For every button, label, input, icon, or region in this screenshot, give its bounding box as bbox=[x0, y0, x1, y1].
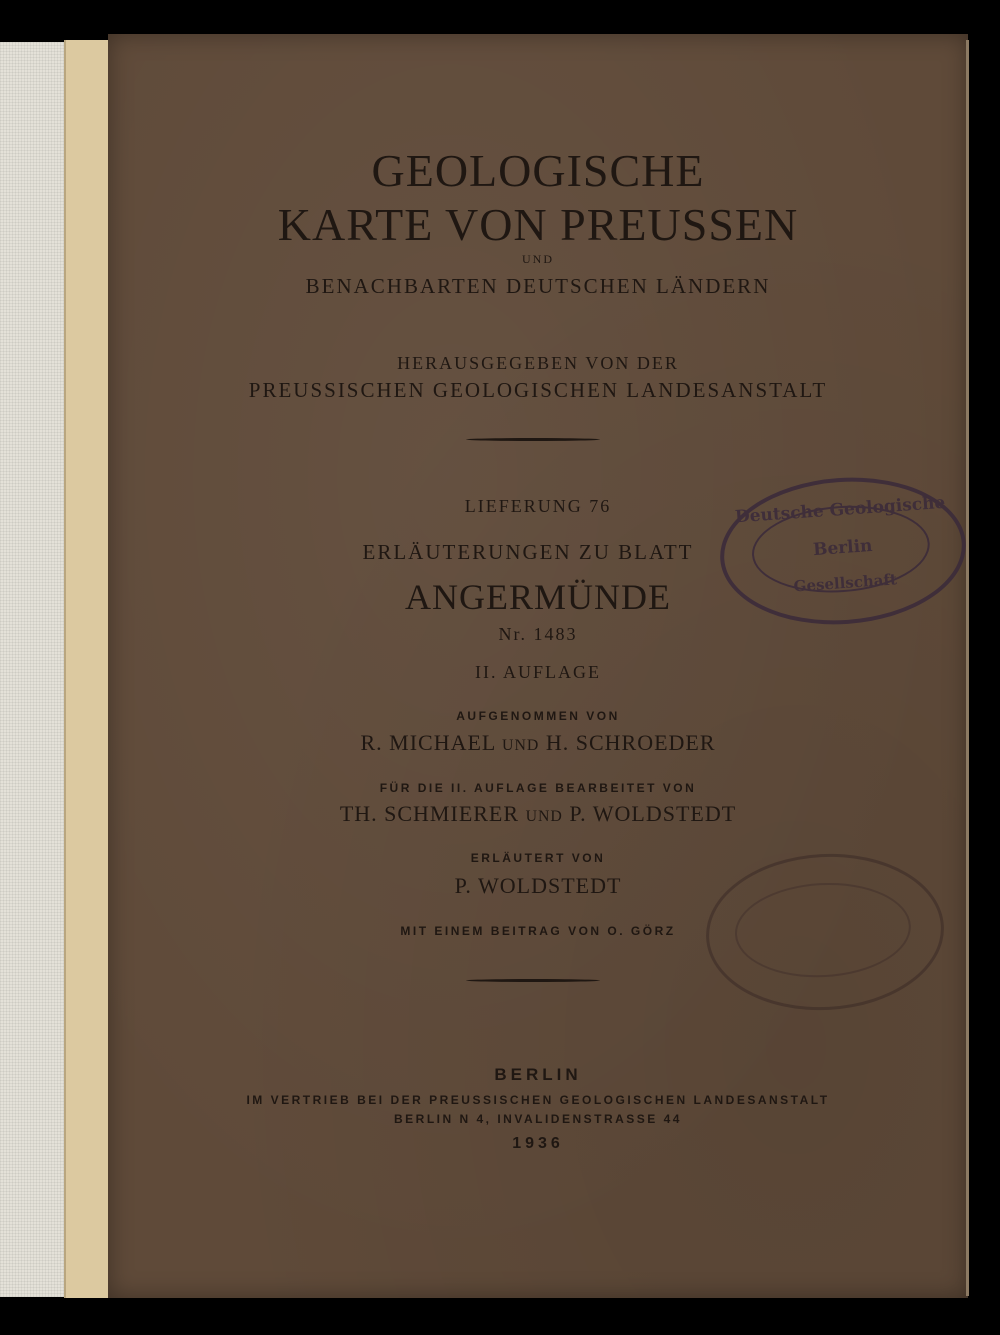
title-line-1: GEOLOGISCHE bbox=[371, 145, 705, 196]
reviser-2: P. WOLDSTEDT bbox=[569, 801, 737, 826]
imprint-year: 1936 bbox=[512, 1135, 564, 1152]
sheet-name: ANGERMÜNDE bbox=[405, 577, 671, 617]
surveyor-1: R. MICHAEL bbox=[360, 730, 496, 755]
book-spine-cloth bbox=[0, 42, 64, 1297]
faded-stamp-impression bbox=[702, 848, 948, 1016]
sheet-number: Nr. 1483 bbox=[498, 624, 578, 644]
title-line-2: KARTE VON PREUSSEN bbox=[277, 199, 799, 250]
explained-by-label: ERLÄUTERT VON bbox=[470, 851, 606, 865]
imprint-line-1: IM VERTRIEB BEI DER PREUSSISCHEN GEOLOGISCHEN LANDESANSTALT bbox=[246, 1093, 830, 1107]
reviser-1: TH. SCHMIERER bbox=[339, 801, 520, 826]
surveyors bbox=[108, 732, 968, 754]
title-line-3: BENACHBARTEN DEUTSCHEN LÄNDERN bbox=[305, 274, 771, 298]
explanations-heading: ERLÄUTERUNGEN ZU BLATT bbox=[362, 540, 694, 564]
stamp-text-center: Berlin bbox=[812, 535, 874, 561]
imprint-city: BERLIN bbox=[494, 1065, 582, 1084]
divider-rule-top bbox=[466, 438, 600, 441]
surveyor-2: H. SCHROEDER bbox=[545, 730, 716, 755]
divider-rule-bottom bbox=[466, 979, 600, 982]
contribution: MIT EINEM BEITRAG VON O. GÖRZ bbox=[400, 924, 676, 938]
revisers bbox=[108, 803, 968, 825]
stamp-text-bottom: Gesellschaft bbox=[793, 570, 898, 596]
revised-by-label: FÜR DIE II. AUFLAGE BEARBEITET VON bbox=[379, 781, 697, 795]
publisher-line-1: HERAUSGEGEBEN VON DER bbox=[397, 353, 679, 373]
faded-stamp-inner-ring bbox=[733, 879, 914, 982]
imprint-line-2: BERLIN N 4, INVALIDENSTRASSE 44 bbox=[394, 1112, 682, 1126]
page-edge bbox=[966, 40, 969, 1296]
revisers-und: UND bbox=[525, 808, 563, 825]
book-cover bbox=[108, 34, 968, 1298]
publisher-line-2: PREUSSISCHEN GEOLOGISCHEN LANDESANSTALT bbox=[248, 378, 828, 402]
surveyed-by-label: AUFGENOMMEN VON bbox=[456, 709, 620, 723]
surveyors-und: UND bbox=[502, 737, 540, 754]
explainer: P. WOLDSTEDT bbox=[454, 873, 622, 898]
stamp-text-top: Deutsche Geologische bbox=[734, 492, 946, 528]
edition: II. AUFLAGE bbox=[475, 662, 601, 682]
title-und: UND bbox=[522, 252, 554, 266]
delivery-number: LIEFERUNG 76 bbox=[464, 496, 612, 516]
